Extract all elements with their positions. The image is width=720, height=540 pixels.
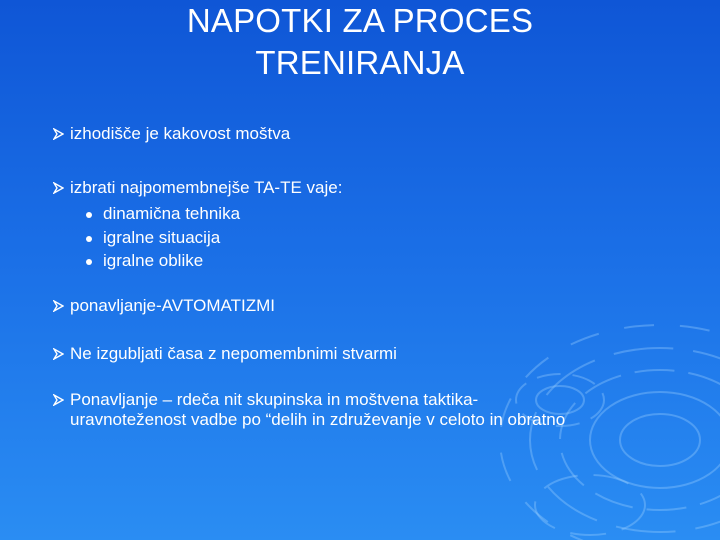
- dot-bullet-icon: [86, 236, 92, 242]
- sub-bullet-text: dinamična tehnika: [103, 204, 241, 223]
- arrowhead-bullet-icon: [53, 124, 65, 144]
- dot-bullet-icon: [86, 259, 92, 265]
- sub-bullet-item: [86, 249, 706, 273]
- sub-bullet-item: [86, 202, 706, 226]
- sub-bullet-text: igralne oblike: [103, 251, 204, 270]
- sub-bullet-item: [86, 226, 706, 250]
- bullet-item: [54, 296, 690, 316]
- arrowhead-bullet-icon: [53, 344, 65, 364]
- arrowhead-bullet-icon: [53, 178, 65, 198]
- bullet-text: Ponavljanje – rdeča nit skupinska in moštvena taktika-: [70, 390, 479, 409]
- bullet-item: [54, 124, 290, 144]
- bullet-text-line-2: uravnoteženost vadbe po “delih in združevanje v celoto in obratno: [70, 410, 566, 429]
- arrowhead-bullet-icon: [53, 296, 65, 316]
- bullet-item: [54, 390, 690, 430]
- bullet-text: izbrati najpomembnejše TA-TE vaje:: [70, 178, 343, 197]
- title-line-2: TRENIRANJA: [255, 44, 465, 81]
- bullet-text: ponavljanje-AVTOMATIZMI: [70, 296, 276, 315]
- sub-bullet-text: igralne situacija: [103, 227, 221, 247]
- bullet-item: [54, 178, 690, 273]
- sub-bullet-list: [70, 202, 690, 273]
- arrowhead-bullet-icon: [53, 390, 65, 410]
- bullet-text: Ne izgubljati časa z nepomembnimi stvarmi: [70, 344, 397, 363]
- bullet-item: [54, 344, 690, 364]
- bullet-text: izhodišče je kakovost moštva: [70, 124, 291, 143]
- title-line-1: NAPOTKI ZA PROCES: [186, 2, 534, 39]
- dot-bullet-icon: [86, 212, 92, 218]
- slide-title: [0, 0, 720, 84]
